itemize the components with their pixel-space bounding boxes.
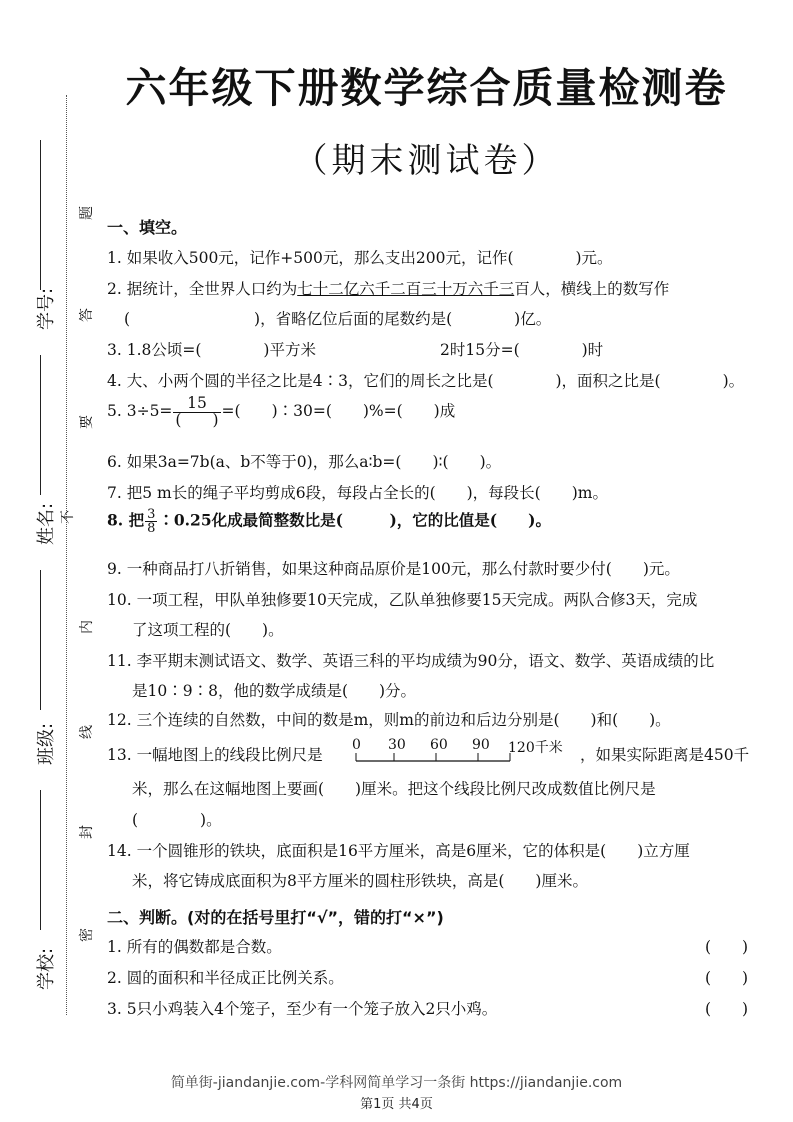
seal-char: 密 [79, 928, 95, 942]
question-12: 12. 三个连续的自然数，中间的数是m，则m的前边和后边分别是( )和( )。 [107, 711, 671, 729]
answer-bracket: ( ) [705, 969, 749, 987]
question-text: =( )∶30=( )%=( )成 [221, 402, 456, 420]
answer-bracket: ( ) [705, 1000, 749, 1018]
question-text: 2. 据统计，全世界人口约为 [107, 280, 298, 298]
question-7: 7. 把5 m长的绳子平均剪成6段，每段占全长的( )，每段长( )m。 [107, 484, 608, 502]
question-3b: 2时15分=( )时 [440, 341, 604, 359]
question-10: 10. 一项工程，甲队单独修要10天完成，乙队单独修要15天完成。两队合修3天，完成 [107, 591, 698, 609]
scale-tick-label: 90 [472, 737, 490, 753]
question-text: 8. 把 [107, 510, 145, 530]
question-text: 百人，横线上的数写作 [514, 280, 670, 298]
question-9: 9. 一种商品打八折销售，如果这种商品原价是100元，那么付款时要少付( )元。 [107, 560, 680, 578]
underlined-number: 七十二亿六千二百三十万六千三 [297, 280, 515, 298]
question-2 [107, 277, 669, 299]
question-14-cont: 米，将它铸成底面积为8平方厘米的圆柱形铁块，高是( )厘米。 [132, 872, 588, 890]
label-class: 班级: [36, 722, 57, 765]
fraction-numerator: 3 [147, 507, 156, 522]
question-13-cont2: ( )。 [132, 811, 222, 829]
judge-item-3: 3. 5只小鸡装入4个笼子，至少有一个笼子放入2只小鸡。 [107, 1000, 498, 1018]
question-8 [107, 508, 551, 535]
seal-char: 要 [79, 415, 95, 429]
scale-bar [350, 737, 580, 769]
question-text: 5. 3÷5= [107, 402, 173, 420]
judge-item-2: 2. 圆的面积和半径成正比例关系。 [107, 969, 344, 987]
question-6: 6. 如果3a=7b(a、b不等于0)，那么a∶b=( )∶( )。 [107, 453, 502, 471]
scale-tick-label: 30 [388, 737, 406, 753]
fraction-denominator: 8 [147, 521, 156, 536]
section-heading: 二、判断。(对的在括号里打“√”，错的打“×”) [107, 908, 444, 927]
binding-line [40, 570, 41, 710]
question-13-post: ，如果实际距离是450千 [580, 746, 750, 764]
label-name: 姓名: [36, 502, 57, 545]
fraction-numerator: 15 [173, 396, 220, 413]
scale-tick-label: 0 [352, 737, 361, 753]
seal-char: 题 [79, 206, 95, 220]
question-2-cont: ( )，省略亿位后面的尾数约是( )亿。 [124, 310, 552, 328]
judge-item-1: 1. 所有的偶数都是合数。 [107, 938, 282, 956]
fraction [145, 508, 157, 535]
scale-tick-label: 120千米 [508, 740, 563, 756]
question-1: 1. 如果收入500元，记作+500元，那么支出200元，记作( )元。 [107, 249, 613, 267]
label-student-id: 学号: [36, 287, 57, 330]
watermark-footer: 简单街-jiandanjie.com-学科网简单学习一条街 https://jiandanjie.com [170, 1075, 623, 1091]
section-heading: 一、填空。 [107, 218, 188, 237]
question-4: 4. 大、小两个圆的半径之比是4∶3，它们的周长之比是( )，面积之比是( )。 [107, 372, 745, 390]
seal-char: 线 [79, 725, 95, 739]
question-3a: 3. 1.8公顷=( )平方米 [107, 341, 316, 359]
seal-char: 不 [60, 510, 76, 524]
question-10-cont: 了这项工程的( )。 [132, 621, 284, 639]
question-11: 11. 李平期末测试语文、数学、英语三科的平均成绩为90分，语文、数学、英语成绩的比 [107, 652, 715, 670]
page-subtitle: （期末测试卷） [293, 141, 560, 181]
fraction-denominator: ( ) [175, 410, 219, 429]
question-13-cont: 米，那么在这幅地图上要画( )厘米。把这个线段比例尺改成数值比例尺是 [132, 780, 656, 798]
page-title: 六年级下册数学综合质量检测卷 [125, 64, 728, 112]
page-number: 第1页 共4页 [360, 1097, 433, 1112]
question-14: 14. 一个圆锥形的铁块，底面积是16平方厘米，高是6厘米，它的体积是( )立方厘 [107, 842, 690, 860]
scale-tick-label: 60 [430, 737, 448, 753]
binding-line [40, 790, 41, 930]
seal-char: 答 [79, 308, 95, 322]
seal-dotted-line [66, 95, 67, 1015]
question-11-cont: 是10∶9∶8，他的数学成绩是( )分。 [132, 682, 417, 700]
question-13: 13. 一幅地图上的线段比例尺是 [107, 746, 323, 764]
question-text: ∶0.25化成最简整数比是( )，它的比值是( )。 [158, 510, 551, 530]
seal-char: 封 [79, 825, 95, 839]
question-5 [107, 396, 455, 428]
binding-line [40, 355, 41, 495]
answer-bracket: ( ) [705, 938, 749, 956]
binding-line [40, 140, 41, 290]
label-school: 学校: [36, 947, 57, 990]
fraction [173, 396, 220, 428]
seal-char: 内 [79, 620, 95, 634]
